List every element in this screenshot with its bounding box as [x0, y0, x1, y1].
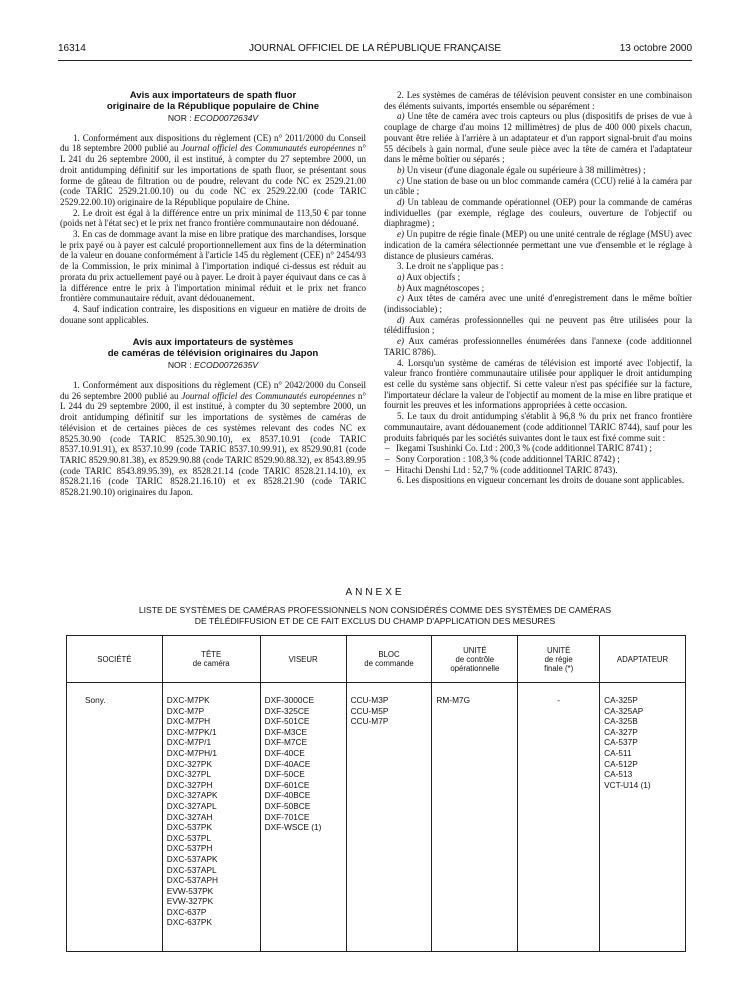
operational-control-cell [432, 683, 518, 952]
element-item [384, 111, 692, 165]
spacer [60, 325, 366, 337]
control-unit-model: CCU-M5P [350, 705, 389, 716]
header-rule [58, 60, 692, 61]
viewfinder-model: DXF-325CE [264, 705, 310, 716]
exclusion-item-text: Aux caméras professionnelles énumérées dans l'annexe (code additionnel TARIC 8786). [384, 336, 692, 357]
column-header-line: finale (*) [544, 663, 574, 673]
rate-item: – Sony Corporation : 108,3 % (code additionnel TARIC 8742) ; [396, 454, 692, 465]
avis2-paragraph-4: 4. Lorsqu'un système de caméras de télévision est importé avec l'objectif, la valeur franco frontière communautaire utilisée pour appliquer le droit antidumping est celle du système sans objectif. Si cette valeur n'est pas spécifiée sur la facture, l'importateur déclare la valeur de l'objectif au moment de la mise en libre pratique et fournit les preuves et les informations appropriées à cette occasion. [384, 357, 692, 411]
camera-head-model: DXC-M7P/1 [166, 737, 212, 748]
exclusion-item-text: Aux têtes de caméra avec une unité d'enregistrement dans le même boîtier (indissociable) ; [384, 293, 692, 315]
column-header-line: SOCIÉTÉ [97, 654, 132, 664]
adapters-cell [600, 683, 686, 952]
viewfinder-model: DXF-M3CE [264, 726, 308, 737]
column-header [600, 636, 686, 683]
camera-head-model: DXC-327PH [166, 779, 213, 790]
rate-item: – Ikegami Tsushinki Co. Ltd : 200,3 % (code additionnel TARIC 8741) ; [396, 443, 692, 454]
exclusion-item [384, 315, 692, 336]
viewfinder-model: DXF-601CE [264, 779, 310, 790]
exclusion-item [384, 293, 692, 314]
avis1-nor-label: NOR : [167, 113, 195, 123]
camera-systems-table [66, 635, 686, 952]
viewfinder-model: DXF-701CE [264, 811, 310, 822]
element-item-letter: e) [397, 229, 405, 240]
camera-head-model: DXC-M7PH/1 [166, 747, 218, 758]
adapter-model: CA-325AP [604, 705, 644, 716]
table-row [67, 683, 686, 952]
right-column [384, 90, 692, 486]
avis1-paragraph-2: 2. Le droit est égal à la différence entre un prix minimal de 113,50 € par tonne (poids net à l'état sec) et le prix net franco frontière communautaire non dédouané. [60, 207, 366, 229]
camera-head-model: DXC-537PL [166, 832, 212, 843]
avis1-p1-text-b: n° L 241 du 26 septembre 2000, il est institué, à compter du 27 septembre 2000, un droit antidumping définitif sur les importations de spath fluor, se présentant sous forme de gâteau de filtration ou de poudre, relevant du code NC ex 2529.21.00 (code TARIC 2529.21.00.10) ou du code NC ex 2529.22.00 (code TARIC 2529.22.00.10) originaire de la République populaire de Chine. [60, 143, 366, 207]
avis1-title-line2: originaire de la République populaire de Chine [106, 101, 320, 112]
column-header [432, 636, 518, 683]
avis1-paragraph-1 [60, 133, 366, 208]
camera-head-model: DXC-327PL [166, 769, 212, 780]
viewfinder-model: DXF-M7CE [264, 737, 308, 748]
viewfinder-model: DXF-50CE [264, 769, 305, 780]
viewfinder-model: DXF-501CE [264, 716, 310, 727]
viewfinder-model: DXF-3000CE [264, 695, 314, 705]
annexe-subtitle [90, 605, 660, 627]
element-list [384, 111, 692, 261]
operational-control-model: RM-M7G [436, 695, 471, 705]
avis2-p1-text-b: n° L 244 du 29 septembre 2000, il est institué, à compter du 30 septembre 2000, un droit antidumping définitif sur les importations de systèmes de caméras de télévision et de certaines pièces de ces systèmes relevant des codes NC ex 8525.30.90 (code TARIC 8525.30.90.10), ex 8537.10.91 (code TARIC 8537.10.91.91), ex 8537.10.99 (code TARIC 8537.10.99.91), ex 8529.90.81 (code TARIC 8529.90.81.38), ex 8529.90.88 (code TARIC 8529.90.88.32), ex 8543.89.95 (code TARIC 8543.89.95.39), ex 8528.21.14 (code TARIC 8528.21.14.10), ex 8528.21.16 (code TARIC 8528.21.16.10) et ex 8528.21.90 (code TARIC 8528.21.90.10) originaires du Japon. [60, 390, 366, 498]
column-header-line: ADAPTATEUR [616, 654, 669, 664]
camera-head-model: DXC-537PH [166, 843, 213, 854]
avis2-paragraph-6: 6. Les dispositions en vigueur concernant les droits de douane sont applicables. [397, 475, 685, 486]
exclusion-item [384, 336, 692, 357]
element-item-text: Une tête de caméra avec trois capteurs ou plus (dispositifs de prises de vue à couplage de charge d'au moins 12 millimètres) de plus de 400 000 pixels chacun, pouvant être reliée à l'arrière à un adaptateur et d'un rapport signal-bruit d'au moins 55 décibels à gain normal, d'une seule pièce avec la tête de caméra et l'adaptateur dans le même boîtier ou séparés ; [384, 111, 692, 165]
camera-head-model: DXC-M7P [166, 705, 205, 716]
adapter-model: CA-537P [604, 737, 638, 748]
page-header [58, 43, 692, 57]
element-item-text: Une station de base ou un bloc commande caméra (CCU) relié à la caméra par un câble ; [384, 175, 692, 197]
element-item [384, 176, 692, 197]
column-header [260, 636, 346, 683]
exclusion-list [384, 272, 692, 358]
column-header-line: VISEUR [288, 654, 318, 664]
adapter-model: CA-513 [604, 769, 633, 780]
element-item [384, 229, 692, 261]
camera-head-model: DXC-327PK [166, 758, 212, 769]
column-header-line: opérationnelle [450, 663, 500, 673]
table-header-row [67, 636, 686, 683]
avis2-title-line1: Avis aux importateurs de systèmes [132, 337, 294, 349]
camera-head-model: DXC-M7PK [166, 695, 210, 705]
camera-head-model: EVW-327PK [166, 896, 214, 907]
camera-head-model: EVW-537PK [166, 885, 214, 896]
camera-heads-cell [162, 683, 260, 952]
avis1-nor [60, 113, 366, 124]
camera-head-model: DXC-M7PH [166, 716, 211, 727]
camera-head-model: DXC-M7PK/1 [166, 726, 217, 737]
company-cell [67, 683, 163, 952]
master-control-cell [518, 683, 600, 952]
element-item-text: Un tableau de commande opérationnel (OEP) pour la commande de caméras individuelles (par exemple, réglage des couleurs, ouverture de l'objectif ou diaphragme) ; [384, 197, 692, 229]
exclusion-item [384, 283, 692, 294]
avis1-paragraph-4: 4. Sauf indication contraire, les dispositions en vigueur en matière de droits de douane sont applicables. [60, 303, 366, 325]
viewfinder-model: DXF-50BCE [264, 800, 311, 811]
exclusion-item-letter: e) [397, 336, 405, 347]
camera-head-model: DXC-537APK [166, 853, 218, 864]
exclusion-item-text: Aux objectifs ; [404, 271, 461, 282]
camera-head-model: DXC-537APH [166, 875, 218, 886]
column-header-line: UNITÉ [463, 645, 487, 655]
avis2-paragraph-1 [60, 380, 366, 498]
element-item-letter: a) [397, 111, 405, 122]
avis2-nor [60, 360, 366, 371]
camera-head-model: DXC-637PK [166, 917, 212, 928]
exclusion-item-letter: d) [397, 314, 405, 325]
avis1-paragraph-3: 3. En cas de dommage avant la mise en libre pratique des marchandises, lorsque le prix payé ou à payer est calculé proportionnellement aux fins de la détermination de la valeur en douane conformément à l'article 145 du règlement (CEE) n° 2454/93 de la Commission, le prix minimal à l'importation indiqué ci-dessus est réduit au prorata du prix actuellement payé ou à payer. Le droit à payer équivaut dans ce cas à la différence entre le prix à l'importation minimal réduit et le prix net franco frontière communautaire réduit, avant dédouanement. [60, 229, 366, 304]
avis2-p1-journal: Journal officiel des Communautés européennes [181, 390, 356, 401]
element-item-text: Un pupitre de régie finale (MEP) ou une unité centrale de réglage (MSU) avec indication de la caméra sélectionnée permettant une vue d'ensemble et le réglage à distance de plusieurs caméras. [384, 229, 692, 261]
avis2-title-line2: de caméras de télévision originaires du Japon [107, 348, 319, 360]
element-item-letter: c) [397, 175, 405, 186]
exclusion-item-letter: c) [397, 293, 405, 304]
column-header-line: BLOC [378, 650, 400, 659]
page-number: 16314 [58, 43, 86, 54]
control-unit-model: CCU-M7P [350, 716, 389, 727]
adapter-model: CA-325B [604, 716, 638, 727]
adapter-model: VCT-U14 (1) [604, 779, 651, 790]
company-rates-list [384, 443, 692, 475]
column-header [162, 636, 260, 683]
viewfinder-model: DXF-40BCE [264, 790, 311, 801]
exclusion-item-text: Aux caméras professionnelles qui ne peuvent pas être utilisées pour la télédiffusion ; [384, 314, 692, 336]
annexe-subtitle-line2: DE TÉLÉDIFFUSION ET DE CE FAIT EXCLUS DU CHAMP D'APPLICATION DES MESURES [194, 616, 556, 626]
column-header-line: de régie [544, 654, 573, 664]
annexe-subtitle-line1: LISTE DE SYSTÈMES DE CAMÉRAS PROFESSIONNELS NON CONSIDÉRÉS COMME DES SYSTÈMES DE CAMÉRAS [138, 605, 612, 615]
exclusion-item-letter: b) [397, 282, 405, 293]
camera-head-model: DXC-637P [166, 906, 207, 917]
annexe-title: ANNEXE [345, 587, 405, 598]
avis1-p1-journal: Journal officiel des Communautés européennes [181, 143, 356, 154]
element-item [384, 165, 692, 176]
viewfinder-model: DXF-40CE [264, 747, 305, 758]
left-column [60, 90, 366, 498]
exclusion-item-text: Aux magnétoscopes ; [404, 282, 485, 293]
avis2-nor-label: NOR : [167, 360, 195, 371]
publication-date: 13 octobre 2000 [619, 43, 692, 54]
avis2-paragraph-2: 2. Les systèmes de caméras de télévision peuvent consister en une combinaison des éléments suivants, importés ensemble ou séparément : [384, 90, 692, 111]
element-item-text: Un viseur (d'une diagonale égale ou supérieure à 38 millimètres) ; [404, 164, 646, 175]
camera-head-model: DXC-327AH [166, 811, 213, 822]
adapter-model: CA-512P [604, 758, 638, 769]
avis2-p1-text-a: 1. Conformément aux dispositions du règlement (CE) n° 2042/2000 du Conseil du 26 septembre 2000 publié au [60, 380, 366, 401]
control-unit-model: CCU-M3P [350, 695, 389, 705]
company-name: Sony. [85, 695, 106, 705]
avis2-paragraph-5: 5. Le taux du droit antidumping s'établit à 96,8 % du prix net franco frontière communautaire, avant dédouanement (code additionnel TARIC 8744), sauf pour les produits fabriqués par les sociétés suivantes dont le taux est fixé comme suit : [384, 411, 692, 443]
avis1-title-line1: Avis aux importateurs de spath fluor [129, 90, 297, 101]
master-control-model: - [557, 695, 561, 705]
adapter-model: CA-325P [604, 695, 638, 705]
journal-title: JOURNAL OFFICIEL DE LA RÉPUBLIQUE FRANÇAISE [248, 43, 502, 54]
viewfinders-cell [260, 683, 346, 952]
element-item-letter: d) [397, 197, 405, 208]
column-header [518, 636, 600, 683]
avis2-paragraph-3: 3. Le droit ne s'applique pas : [397, 261, 504, 272]
column-header-line: TÊTE [201, 650, 222, 659]
adapter-model: CA-327P [604, 726, 638, 737]
avis1-nor-code: ECOD0072634V [194, 113, 259, 123]
element-item [384, 197, 692, 229]
rate-item: – Hitachi Denshi Ltd : 52,7 % (code additionnel TARIC 8743). [396, 465, 692, 476]
adapter-model: CA-511 [604, 747, 632, 758]
camera-head-model: DXC-327APL [166, 800, 217, 811]
column-header [67, 636, 163, 683]
exclusion-item [384, 272, 692, 283]
column-header-line: de contrôle [455, 654, 495, 664]
avis1-p1-text-a: 1. Conformément aux dispositions du règlement (CE) n° 2011/2000 du Conseil du 18 septembre 2000 publié au [60, 132, 366, 154]
column-header-line: de caméra [192, 659, 230, 668]
column-header-line: de commande [364, 659, 414, 668]
column-header-line: UNITÉ [546, 645, 571, 655]
camera-head-model: DXC-537APL [166, 864, 217, 875]
camera-head-model: DXC-537PK [166, 822, 212, 833]
element-item-letter: b) [397, 164, 405, 175]
viewfinder-model: DXF-WSCE (1) [264, 822, 322, 833]
camera-head-model: DXC-327APK [166, 790, 218, 801]
control-units-cell [346, 683, 432, 952]
avis2-nor-code: ECOD0072635V [194, 360, 259, 371]
column-header [346, 636, 432, 683]
viewfinder-model: DXF-40ACE [264, 758, 311, 769]
exclusion-item-letter: a) [397, 271, 405, 282]
